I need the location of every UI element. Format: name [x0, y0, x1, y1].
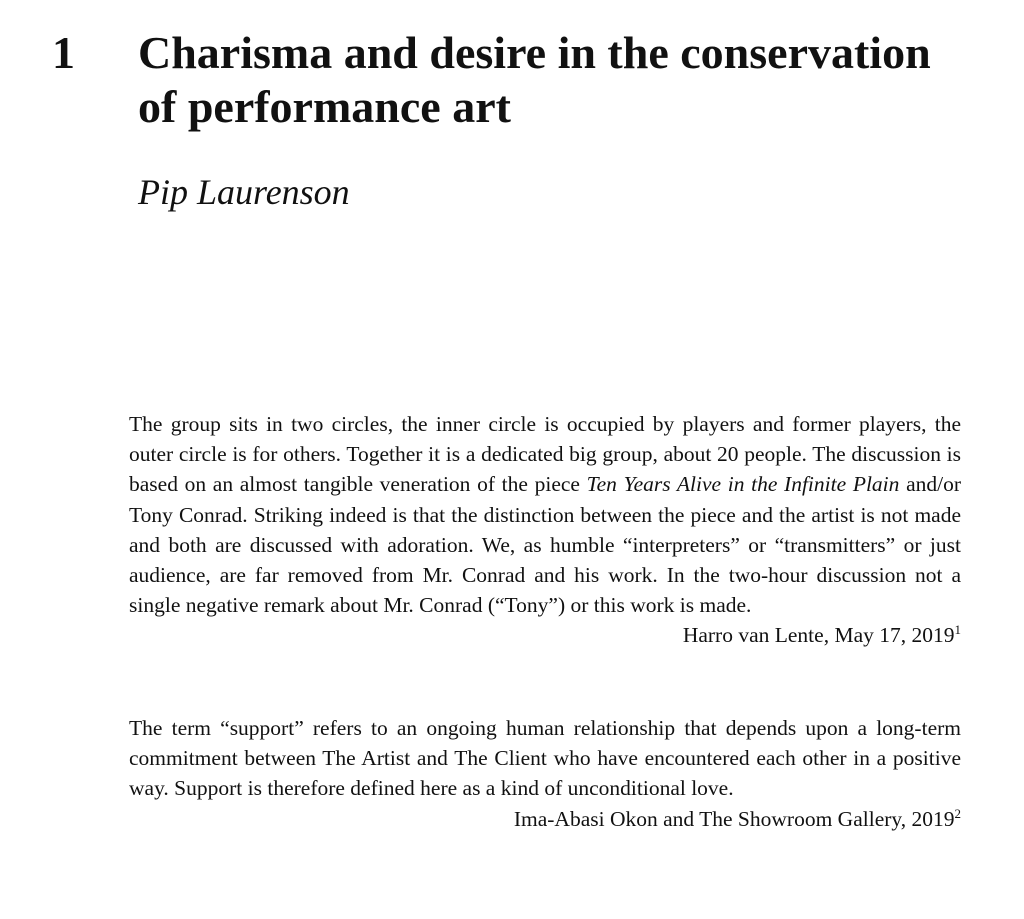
epigraph-1-attribution-text: Harro van Lente, May 17, 2019	[682, 623, 955, 648]
epigraph-1	[129, 409, 961, 651]
epigraph-2-attribution	[129, 804, 961, 834]
epigraph-1-text-before: The group sits in two circles, the inner circle is occupied by players and former players, the outer circle is for others. Together it is a dedicated big group, about 20 people. The discussion is based on an almost tangible veneration of the piece	[129, 412, 961, 497]
epigraph-1-text-after: and/or Tony Conrad. Striking indeed is that the distinction between the piece and the artist is not made and both are discussed with adoration. We, as humble “interpreters” or “transmitters” or just audience, are far removed from Mr. Conrad and his work. In the two-hour discussion not a single negative remark about Mr. Conrad (“Tony”) or this work is made.	[129, 472, 962, 618]
chapter-title: Charisma and desire in the conservation of performance art	[138, 27, 931, 132]
chapter-author: Pip Laurenson	[138, 172, 350, 212]
footnote-marker-2[interactable]: 2	[954, 805, 961, 821]
epigraph-1-quote	[129, 409, 961, 620]
epigraph-1-italic-title: Ten Years Alive in the Infinite Plain	[586, 472, 900, 497]
epigraph-1-attribution	[129, 620, 961, 650]
epigraph-2-attribution-text: Ima-Abasi Okon and The Showroom Gallery, 2019	[513, 806, 955, 831]
chapter-number: 1	[52, 27, 75, 78]
epigraph-2-quote: The term “support” refers to an ongoing human relationship that depends upon a long-term commitment between The Artist and The Client who have encountered each other in a positive way. Support is therefore defined here as a kind of unconditional love.	[129, 716, 961, 801]
epigraph-2	[129, 713, 961, 834]
footnote-marker-1[interactable]: 1	[954, 622, 961, 638]
